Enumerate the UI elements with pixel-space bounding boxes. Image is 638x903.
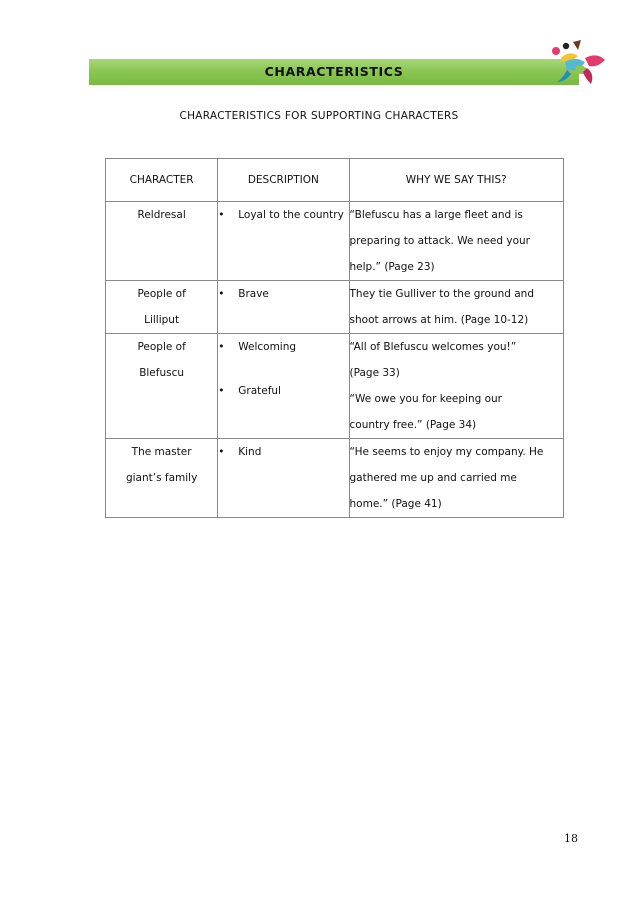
trait-item bbox=[218, 378, 348, 404]
bullet-icon: • bbox=[218, 341, 225, 353]
table-row bbox=[106, 202, 564, 281]
trait-text: Grateful bbox=[238, 385, 281, 397]
trait-item bbox=[218, 281, 348, 307]
bullet-icon: • bbox=[218, 446, 225, 458]
character-name-line: Blefuscu bbox=[139, 367, 185, 379]
character-name-line: giant’s family bbox=[125, 472, 198, 484]
character-name-line: People of bbox=[137, 341, 186, 353]
trait-item bbox=[218, 439, 348, 465]
bullet-icon: • bbox=[218, 288, 225, 300]
table-row bbox=[106, 334, 564, 439]
bullet-icon: • bbox=[218, 385, 225, 397]
why-line: country free.” (Page 34) bbox=[349, 419, 477, 431]
character-cell bbox=[106, 334, 218, 439]
why-line: “Blefuscu has a large fleet and is bbox=[349, 209, 523, 221]
why-line: help.” (Page 23) bbox=[349, 261, 435, 273]
character-cell bbox=[106, 202, 218, 281]
why-line: “We owe you for keeping our bbox=[349, 393, 502, 405]
why-line: preparing to attack. We need your bbox=[349, 235, 530, 247]
why-line: (Page 33) bbox=[349, 367, 400, 379]
trait-item bbox=[218, 202, 348, 228]
trait-text: Welcoming bbox=[238, 341, 297, 353]
why-cell bbox=[349, 281, 563, 334]
character-name: Reldresal bbox=[137, 209, 186, 221]
header-character: CHARACTER bbox=[106, 159, 218, 202]
character-name-line: The master bbox=[131, 446, 192, 458]
trait-item bbox=[218, 334, 348, 360]
description-cell bbox=[218, 202, 349, 281]
character-name-line: Lilliput bbox=[144, 314, 180, 326]
table-row bbox=[106, 439, 564, 518]
supporting-characters-table bbox=[105, 158, 564, 518]
header-description: DESCRIPTION bbox=[218, 159, 349, 202]
why-line: They tie Gulliver to the ground and bbox=[349, 288, 534, 300]
bullet-icon: • bbox=[218, 209, 225, 221]
why-line: shoot arrows at him. (Page 10-12) bbox=[349, 314, 529, 326]
why-line: gathered me up and carried me bbox=[349, 472, 517, 484]
description-cell bbox=[218, 439, 349, 518]
why-line: “He seems to enjoy my company. He bbox=[349, 446, 544, 458]
page-number: 18 bbox=[564, 832, 578, 845]
header-why: WHY WE SAY THIS? bbox=[349, 159, 563, 202]
trait-text: Loyal to the country bbox=[238, 209, 344, 221]
why-line: home.” (Page 41) bbox=[349, 498, 442, 510]
table-row bbox=[106, 281, 564, 334]
trait-text: Brave bbox=[238, 288, 269, 300]
why-line: “All of Blefuscu welcomes you!” bbox=[349, 341, 517, 353]
character-cell bbox=[106, 439, 218, 518]
table-subtitle: CHARACTERISTICS FOR SUPPORTING CHARACTERS bbox=[179, 110, 459, 122]
why-cell bbox=[349, 334, 563, 439]
character-cell bbox=[106, 281, 218, 334]
trait-text: Kind bbox=[238, 446, 262, 458]
colorful-bird-logo-icon bbox=[545, 38, 607, 86]
table-header-row bbox=[106, 159, 564, 202]
description-cell bbox=[218, 281, 349, 334]
section-banner bbox=[89, 59, 579, 85]
description-cell bbox=[218, 334, 349, 439]
why-cell bbox=[349, 439, 563, 518]
why-cell bbox=[349, 202, 563, 281]
character-name-line: People of bbox=[137, 288, 186, 300]
banner-title: CHARACTERISTICS bbox=[264, 64, 404, 79]
